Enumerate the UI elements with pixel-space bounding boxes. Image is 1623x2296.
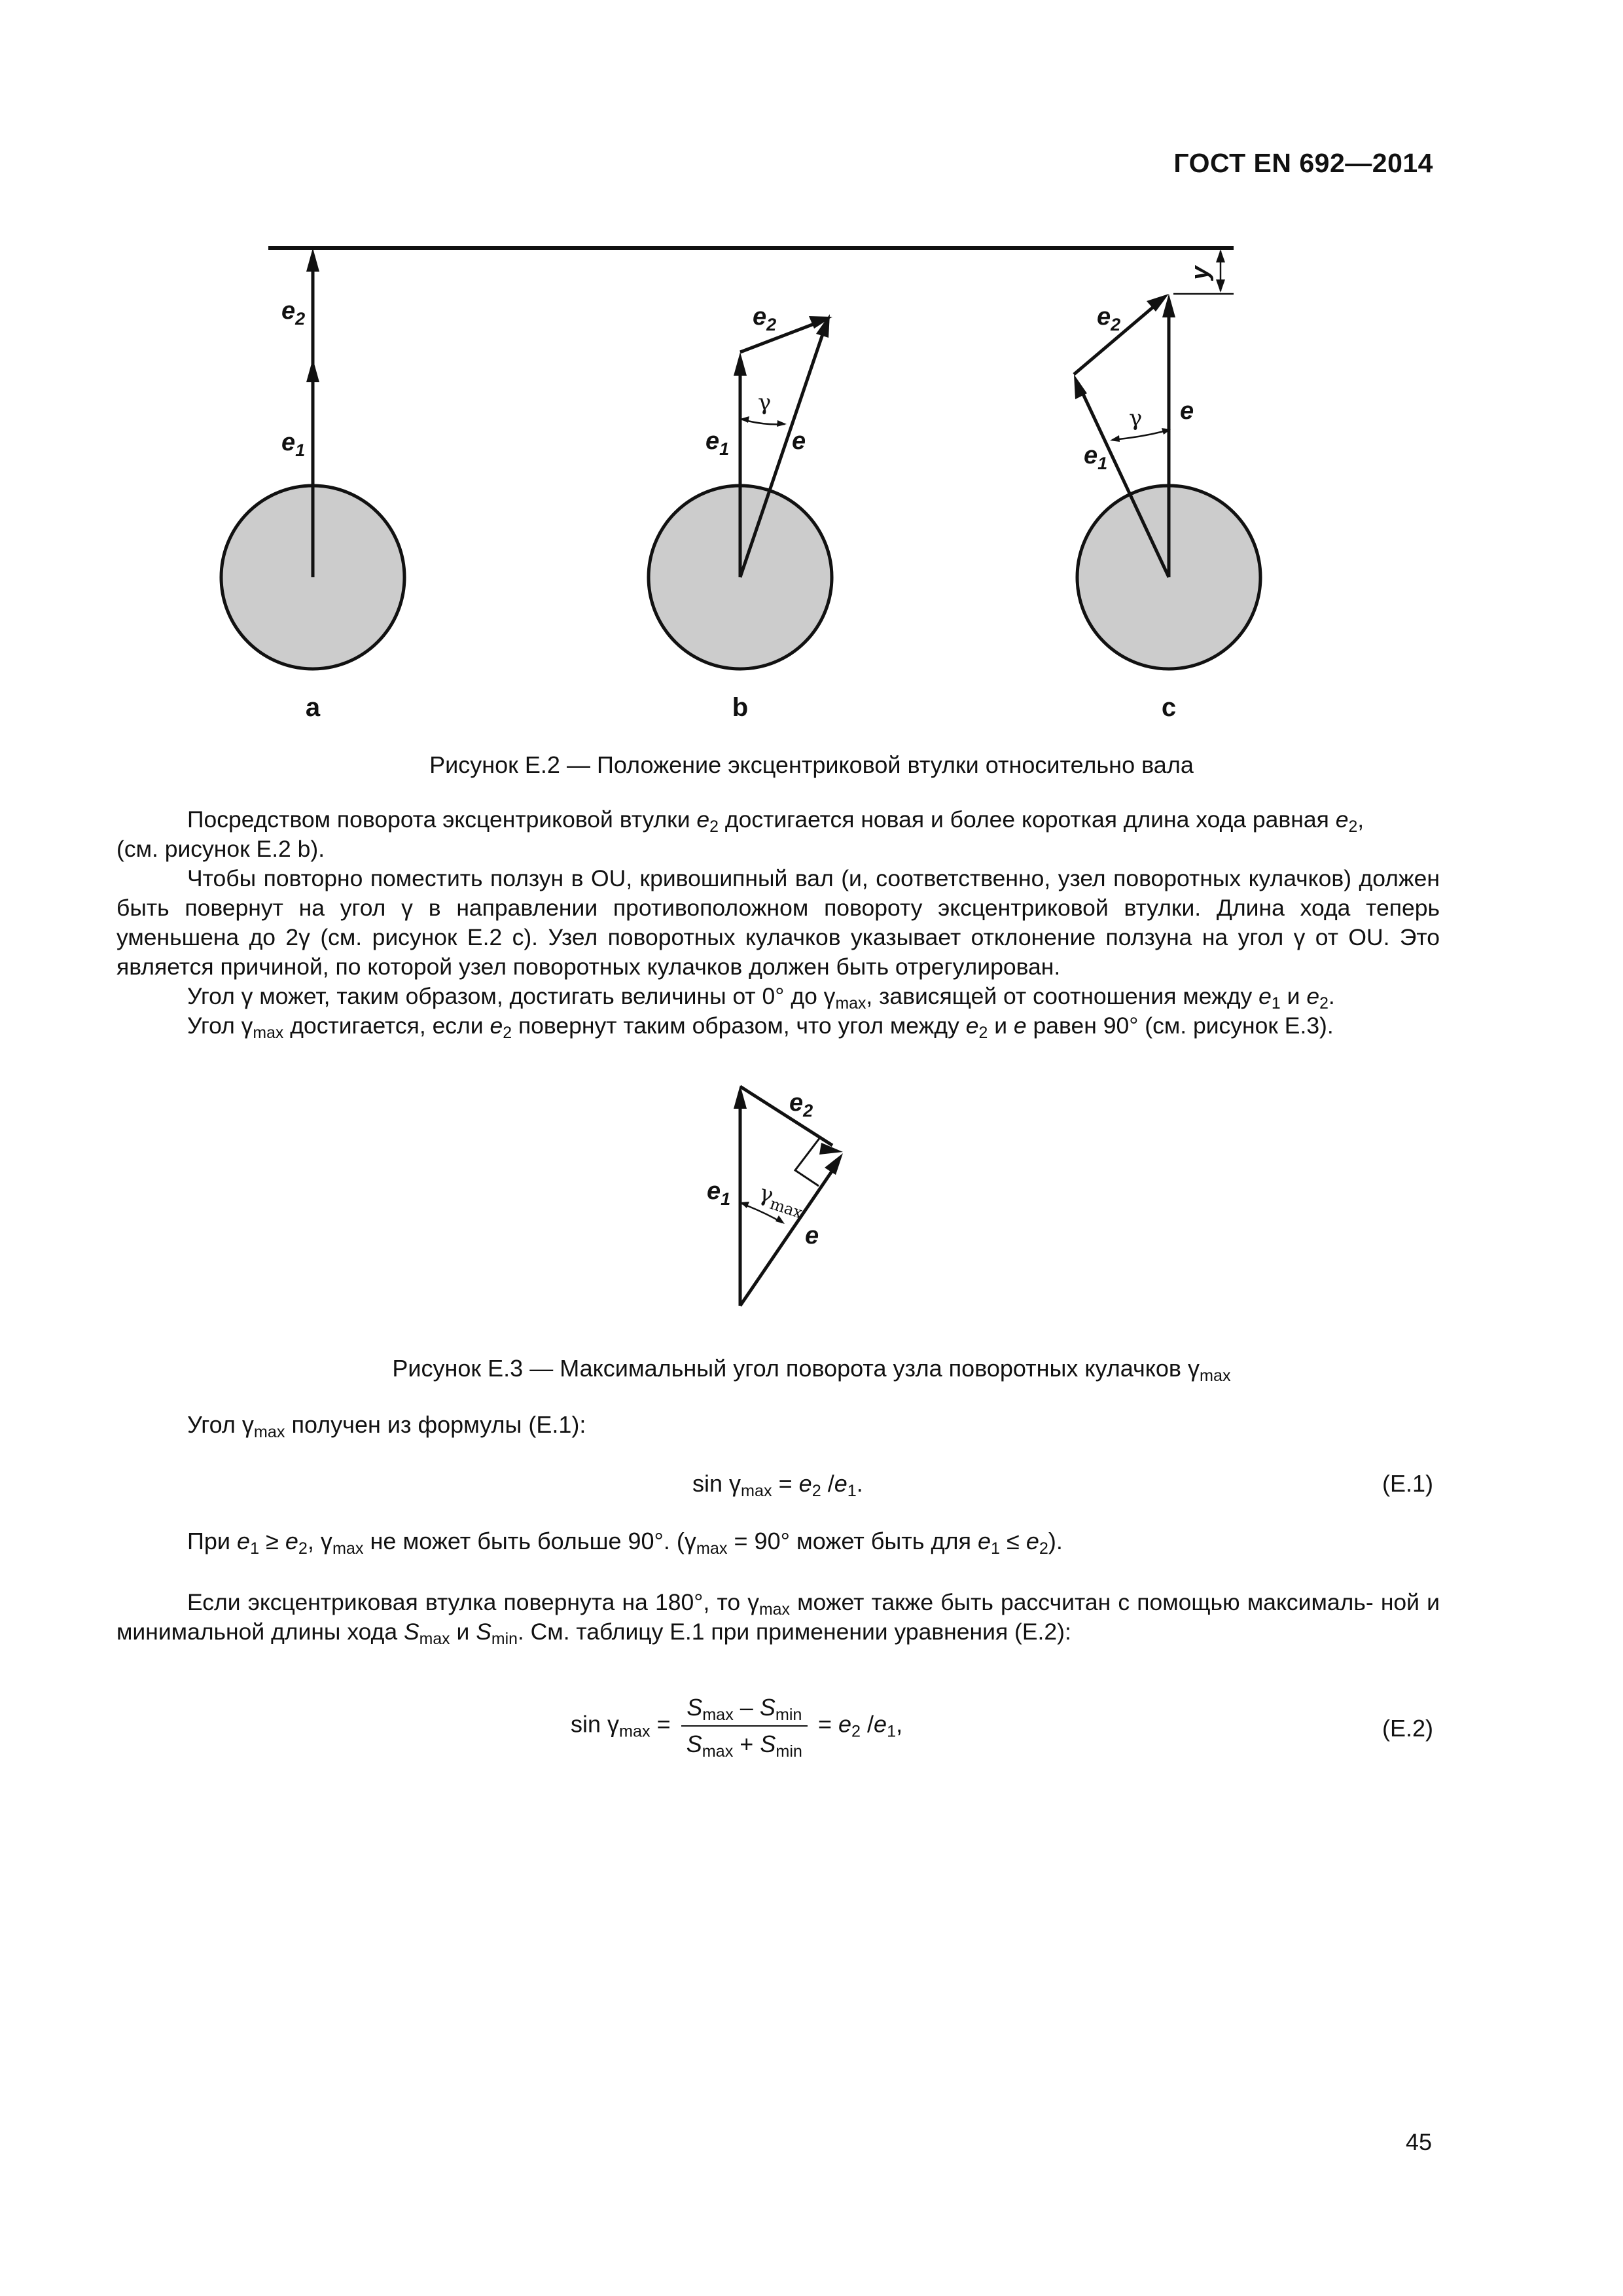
panel-c-e2-label: $e_2$ (1097, 303, 1121, 334)
page-number: 45 (1405, 2128, 1432, 2155)
paragraph-2: Чтобы повторно поместить ползун в OU, кривошипный вал (и, соответственно, узел поворотных кулачков) должен быть повернут на угол γ в направлении противоположном повороту эксцентриковой втулки. Длина хода теперь уменьшена до 2γ (см. рисунок E.2 c). Узел поворотных кулачков указывает отклонение ползуна на угол γ от OU. Это является причиной, по которой узел поворотных кулачков должен быть отрегулирован. (116, 865, 1440, 980)
figure-e3 (654, 1067, 916, 1329)
document-header: ГОСТ EN 692—2014 (1173, 148, 1433, 178)
fig-e3-e-label: e (805, 1222, 819, 1249)
formula-e2: $\sin \gamma_{max}$ = $\frac{S_{max} - S_{min}}{S_{max} + S_{min}}$ = $e_2$ $/e_1$, (571, 1694, 903, 1761)
condition-line: При $e_1 \ge e_2$, $\gamma_{max}$ не может быть больше 90°. ($\gamma_{max} = 90^\circ$ может быть для $e_1 \le e_2$). (187, 1528, 1063, 1558)
y-label: y (1186, 266, 1214, 280)
figure-e3-caption: Рисунок E.3 — Максимальный угол поворота узла поворотных кулачков $\gamma_{max}$ (392, 1355, 1231, 1386)
paragraph-1-cont: (см. рисунок E.2 b). (116, 836, 325, 862)
formula-e1: $\sin \gamma_{max} = e_2$ $/e_1$. (692, 1470, 863, 1501)
panel-label-a: a (305, 693, 321, 722)
fraction: $\frac{S_{max} - S_{min}}{S_{max} + S_{min}}$ (681, 1694, 808, 1758)
panel-c-e1-label: $e_1$ (1084, 442, 1108, 473)
formula-e2-number: (E.2) (1382, 1715, 1433, 1742)
body-text (116, 805, 1440, 1041)
figure-e2-caption: Рисунок E.2 — Положение эксцентриковой втулки относительно вала (429, 751, 1194, 778)
panel-a-e1-label: $e_1$ (281, 429, 306, 460)
panel-a-e2-label: $e_2$ (281, 297, 306, 329)
fig-e3-e1-label: $e_1$ (707, 1177, 731, 1209)
figure-e2 (0, 0, 1623, 740)
formula-e1-number: (E.1) (1382, 1470, 1433, 1497)
panel-b-gamma-label: γ (758, 389, 772, 416)
panel-c-gamma-label: γ (1129, 405, 1143, 431)
fig-e3-gamma-label: $\gamma_{max}$ (756, 1179, 805, 1223)
paragraph-1: Посредством поворота эксцентриковой втулки $e_2$ достигается новая и более короткая длина хода равная $e_2$, (187, 806, 1364, 836)
panel-label-b: b (732, 693, 749, 722)
paragraph-5: Если эксцентриковая втулка повернута на 180°, то $\gamma_{max}$ может также быть рассчитан с помощью максималь- ной и минимальной длины хода $S_{max}$ и $S_{min}$. См. таблицу E.1 при применении уравнения (E.2): (116, 1589, 1440, 1648)
panel-c-e-label: e (1180, 397, 1194, 425)
panel-b-e-label: e (792, 427, 806, 455)
panel-b-e1-label: $e_1$ (705, 427, 730, 459)
paragraph-4: Угол $\gamma_{max}$ достигается, если $e_2$ повернут таким образом, что угол между $e_2$ и e равен 90° (см. рисунок E.3). (187, 1013, 1334, 1042)
panel-b-e2-label: $e_2$ (753, 303, 777, 334)
formula-intro: Угол $\gamma_{max}$ получен из формулы (E.1): (187, 1411, 586, 1442)
paragraph-3: Угол γ может, таким образом, достигать величины от 0° до $\gamma_{max}$, зависящей от соотношения между $e_1$ и $e_2$. (187, 983, 1335, 1013)
panel-label-c: c (1161, 693, 1177, 722)
fig-e3-e2-label: $e_2$ (789, 1089, 813, 1121)
